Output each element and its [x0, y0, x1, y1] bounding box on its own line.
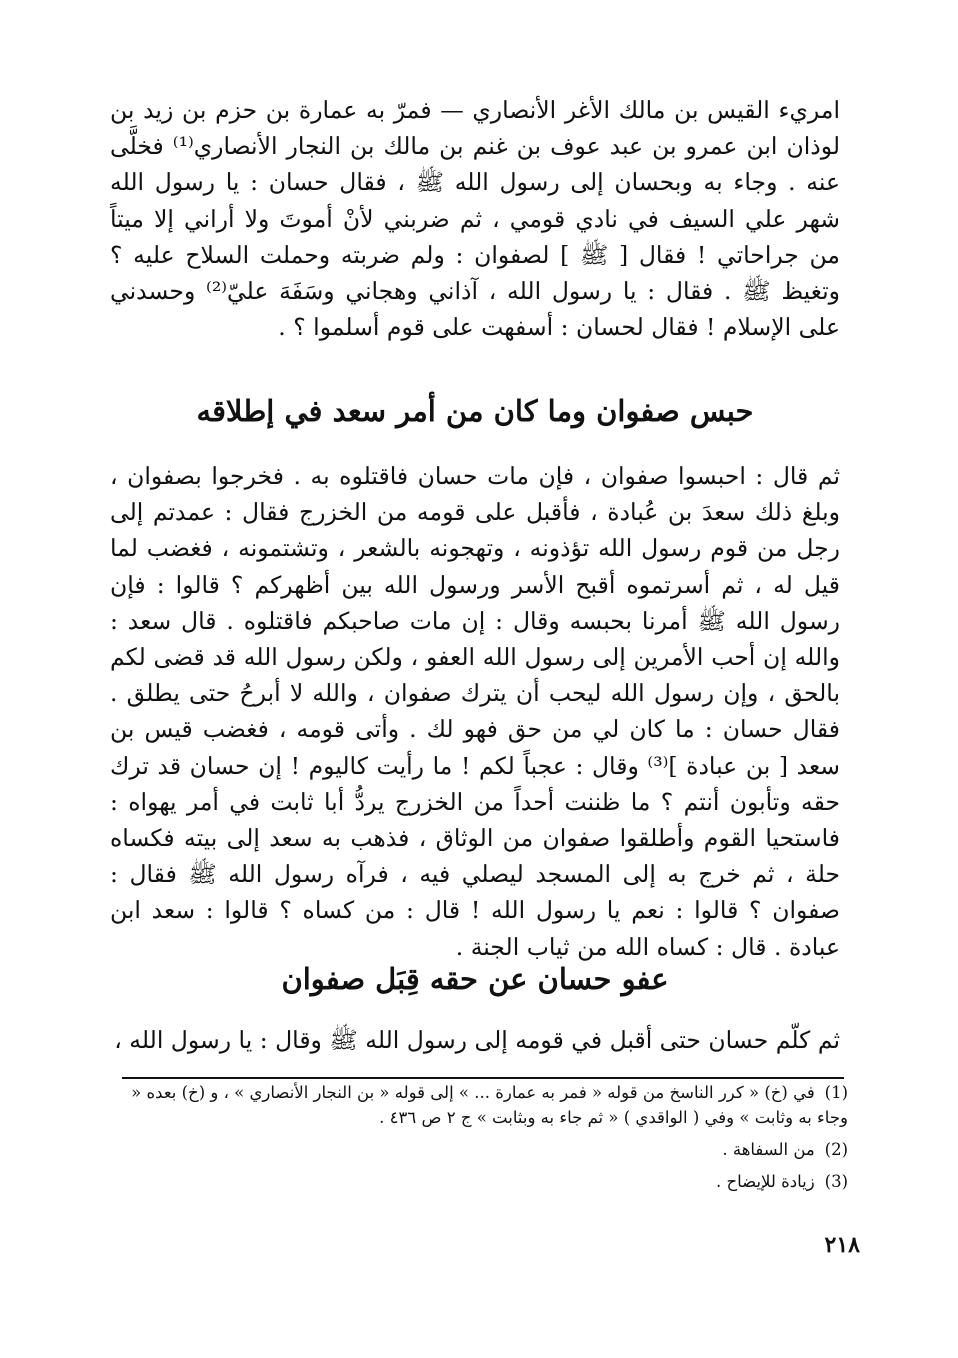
- footnote-divider: [122, 1077, 844, 1079]
- footnote-number: (1): [824, 1083, 848, 1102]
- paragraph-text: ثم كلّم حسان حتى أقبل في قومه إلى رسول الله ﷺ وقال : يا رسول الله ،: [114, 1026, 840, 1054]
- footnote-text: زيادة للإيضاح .: [715, 1172, 815, 1191]
- footnote-text: في (خ) « كرر الناسخ من قوله « فمر به عمارة ... » إلى قوله « بن النجار الأنصاري » ، و (خ) بعده « وجاء به وثابت » وفي ( الواقدي ) « ثم جاء به وبثابت » ج ٢ ص ٤٣٦ .: [131, 1083, 848, 1127]
- footnote-2: [118, 1137, 848, 1162]
- section-heading-safwan-imprisonment: حبس صفوان وما كان من أمر سعد في إطلاقه: [196, 394, 754, 428]
- paragraph-intro: [110, 92, 840, 345]
- footnote-number: (3): [824, 1172, 848, 1191]
- footnote-1: [118, 1080, 848, 1130]
- page-number: ٢١٨: [824, 1232, 860, 1258]
- footnote-text: من السفاهة .: [722, 1140, 815, 1159]
- paragraph-main: [110, 458, 840, 965]
- footnotes: [118, 1080, 848, 1201]
- paragraph-text: ثم قال : احبسوا صفوان ، فإن مات حسان فاقتلوه به . فخرجوا بصفوان ، وبلغ ذلك سعدَ بن عُبادة ، فأقبل على قومه من الخزرج فقال : عمدتم إلى رجل من قوم رسول الله تؤذونه ، وتهجونه بالشعر ، وتشتمونه ، فغضب لما قيل له ، ثم أسرتموه أقبح الأسر ورسول الله بين أظهركم ؟ قالوا : فإن رسول الله ﷺ أمرنا بحبسه وقال : إن مات صاحبكم فاقتلوه . قال سعد : والله إن أحب الأمرين إلى رسول الله العفو ، ولكن رسول الله قد قضى لكم بالحق ، وإن رسول الله ليحب أن يترك صفوان ، والله لا أبرحُ حتى يطلق . فقال حسان : ما كان لي من حق فهو لك . وأتى قومه ، فغضب قيس بن سعد [ بن عبادة ]⁽³⁾ وقال : عجباً لكم ! ما رأيت كاليوم ! إن حسان قد ترك حقه وتأبون أنتم ؟ ما ظننت أحداً من الخزرج يردُّ أبا ثابت في أمر يهواه : فاستحيا القوم وأطلقوا صفوان من الوثاق ، فذهب به سعد إلى بيته فكساه حلة ، ثم خرج به إلى المسجد ليصلي فيه ، فرآه رسول الله ﷺ فقال : صفوان ؟ قالوا : نعم يا رسول الله ! قال : من كساه ؟ قالوا : سعد ابن عبادة . قال : كساه الله من ثياب الجنة .: [110, 462, 840, 961]
- section-heading-hassan-forgiveness: عفو حسان عن حقه قِبَل صفوان: [281, 962, 669, 996]
- paragraph-text: امريء القيس بن مالك الأغر الأنصاري — فمرّ به عمارة بن حزم بن زيد بن لوذان ابن عمرو بن عبد عوف بن غنم بن مالك بن النجار الأنصاري⁽¹⁾ فخلَّى عنه . وجاء به وبحسان إلى رسول الله ﷺ ، فقال حسان : يا رسول الله شهر علي السيف في نادي قومي ، ثم ضربني لأنْ أموتَ ولا أراني إلا ميتاً من جراحاتي ! فقال [ ﷺ ] لصفوان : ولم ضربته وحملت السلاح عليه ؟ وتغيظ ﷺ . فقال : يا رسول الله ، آذاني وهجاني وسَفَهَ عليّ⁽²⁾ وحسدني على الإسلام ! فقال لحسان : أسفهت على قوم أسلموا ؟ .: [110, 96, 840, 342]
- footnote-number: (2): [824, 1140, 848, 1159]
- footnote-3: [118, 1169, 848, 1194]
- paragraph-closing: [110, 1022, 840, 1058]
